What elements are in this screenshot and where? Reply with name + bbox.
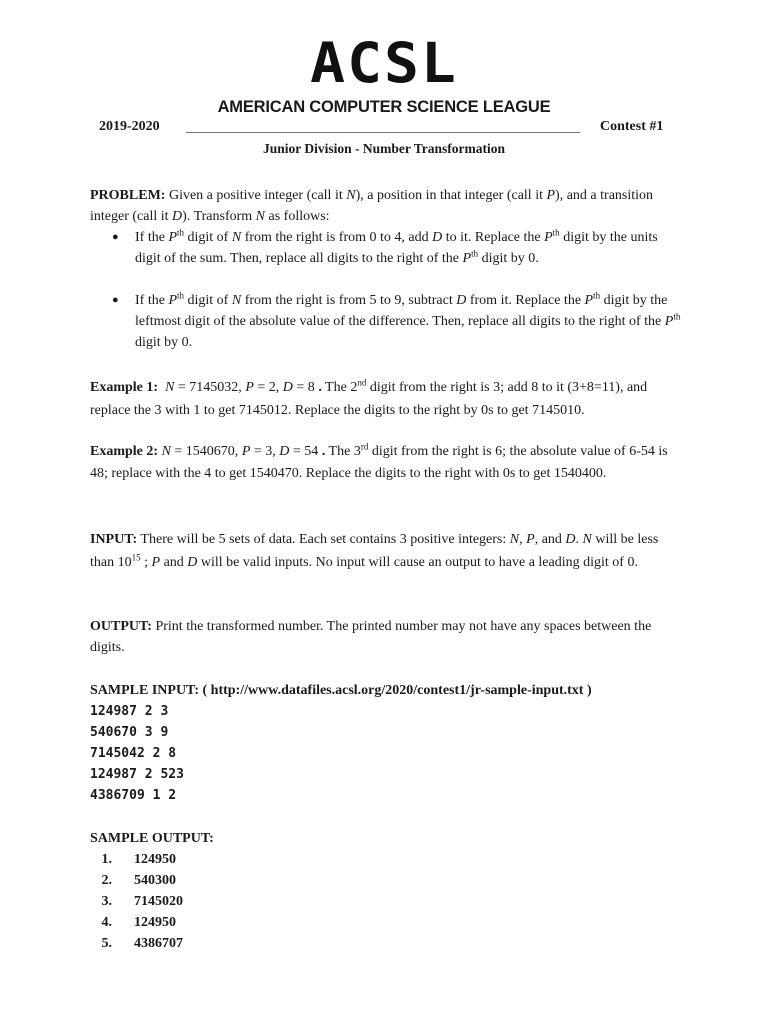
contest-number: Contest #1	[600, 119, 664, 134]
var-d: D	[172, 209, 183, 224]
var-n: N	[161, 444, 171, 459]
list-number: 5.	[101, 936, 112, 951]
output-text: Print the transformed number. The printed number may not have any spaces between the digits.	[90, 619, 652, 655]
var-n: N	[231, 293, 242, 308]
problem-text: as follows:	[265, 209, 330, 224]
rule-text: from the right is from 5 to 9, subtract	[241, 293, 457, 308]
list-number: 1.	[101, 852, 112, 867]
var-d: D	[282, 380, 293, 395]
example-text: The 2	[321, 380, 358, 395]
sup: th	[673, 311, 681, 322]
var-p: P	[168, 293, 177, 308]
header-rule	[186, 132, 580, 133]
rules-list	[90, 227, 682, 353]
rule-text: digit by 0.	[478, 251, 539, 266]
rule-item-subtract	[90, 290, 682, 353]
var-d: D	[187, 555, 198, 570]
example-dot: .	[321, 444, 326, 459]
list-item	[90, 849, 682, 870]
var-d: D	[565, 532, 576, 547]
var-d: D	[279, 444, 290, 459]
sup: nd	[357, 377, 367, 388]
output-value: 124950	[134, 915, 176, 930]
example-text: The 3	[325, 444, 361, 459]
acsl-logo: ACSL	[310, 30, 458, 96]
input-text: ;	[140, 555, 152, 570]
list-item	[90, 912, 682, 933]
list-number: 4.	[101, 915, 112, 930]
sample-input-line: 540670 3 9	[90, 725, 169, 740]
input-text: , and	[534, 532, 566, 547]
output-value: 4386707	[134, 936, 183, 951]
sup: th	[552, 227, 560, 238]
rule-text: digit of	[184, 293, 232, 308]
rule-text: digit by 0.	[135, 335, 193, 350]
input-text: and	[160, 555, 188, 570]
output-value: 7145020	[134, 894, 183, 909]
var-n: N	[165, 380, 175, 395]
division-title: Junior Division - Number Transformation	[262, 141, 506, 156]
problem-text: ), and a transition integer (call it	[90, 188, 654, 224]
var-p: P	[546, 188, 556, 203]
league-title: AMERICAN COMPUTER SCIENCE LEAGUE	[217, 98, 551, 116]
output-label: OUTPUT:	[90, 619, 152, 634]
list-number: 3.	[101, 894, 112, 909]
problem-section	[90, 185, 682, 353]
input-text: will be less than 10	[90, 532, 659, 570]
sample-input-label: SAMPLE INPUT: ( http://www.datafiles.acsl.org/2020/contest1/jr-sample-input.txt )	[90, 683, 592, 698]
example-2	[90, 441, 682, 485]
rule-item-add	[90, 227, 682, 269]
rule-text: If the	[135, 293, 169, 308]
sup: th	[177, 227, 185, 238]
input-text: There will be 5 sets of data. Each set contains 3 positive integers:	[137, 532, 510, 547]
problem-text: Given a positive integer (call it	[165, 188, 347, 203]
var-p: P	[462, 251, 472, 266]
sample-input-line: 124987 2 3	[90, 704, 169, 719]
var-d: D	[432, 230, 443, 245]
sup: th	[177, 290, 185, 301]
header-row	[0, 119, 768, 139]
problem-paragraph	[90, 185, 682, 227]
output-value: 124950	[134, 852, 176, 867]
var-n: N	[346, 188, 356, 203]
var-n: N	[582, 532, 592, 547]
var-p: P	[151, 555, 161, 570]
input-section: INPUT: There will be 5 sets of data. Each set contains 3 positive integers: N, P, and D. N will be less than $10^{15}$ ; P and D will be valid inputs. No input will cause an output to have a leading digit of 0.	[90, 532, 659, 570]
rule-text: digit by the leftmost digit of the absolute value of the difference. Then, replace all digits to the right of the	[135, 293, 668, 329]
problem-label: PROBLEM:	[90, 188, 166, 203]
var-p: P	[245, 380, 254, 395]
sample-output-label: SAMPLE OUTPUT:	[90, 831, 214, 846]
problem-text: ). Transform	[182, 209, 256, 224]
sample-output-list	[90, 849, 682, 954]
var-p: P	[526, 532, 535, 547]
example-text: = 3,	[250, 444, 280, 459]
output-value: 540300	[134, 873, 176, 888]
rule-text: to it. Replace the	[442, 230, 545, 245]
sup: th	[593, 290, 601, 301]
example-1	[90, 376, 682, 422]
var-n: N	[509, 532, 520, 547]
var-p: P	[544, 230, 553, 245]
rule-text: digit of	[184, 230, 232, 245]
var-p: P	[584, 293, 594, 308]
var-p: P	[168, 230, 177, 245]
sample-output-section	[90, 828, 682, 954]
var-p: P	[664, 314, 674, 329]
example-2-label: Example 2:	[90, 444, 159, 459]
example-text: = 1540670,	[170, 444, 242, 459]
sample-input-section	[90, 680, 682, 806]
list-item	[90, 891, 682, 912]
sup: rd	[360, 441, 369, 452]
exponent: 15	[131, 552, 141, 563]
example-text: digit from the right is 6; the absolute value of 6-54 is 48; replace with the 4 to get 1540470. Replace the digits to the right with 0s to get 1540400.	[90, 444, 668, 481]
list-item	[90, 870, 682, 891]
rule-text: from it. Replace the	[466, 293, 585, 308]
sample-input-line: 124987 2 523	[90, 767, 184, 782]
contest-year: 2019-2020	[99, 119, 160, 134]
list-number: 2.	[101, 873, 112, 888]
rule-text: digit by the units digit of the sum. Then, replace all digits to the right of the	[135, 230, 658, 266]
example-text: = 2,	[253, 380, 283, 395]
sup: th	[471, 248, 479, 259]
input-text: will be valid inputs. No input will cause an output to have a leading digit of 0.	[197, 555, 638, 570]
output-section	[90, 616, 682, 658]
var-p: P	[241, 444, 251, 459]
var-d: D	[456, 293, 467, 308]
var-n: N	[231, 230, 242, 245]
example-dot: .	[318, 380, 322, 395]
example-text: = 7145032,	[174, 380, 246, 395]
example-text: = 8	[292, 380, 319, 395]
input-label: INPUT:	[90, 532, 138, 547]
var-n: N	[255, 209, 266, 224]
list-item	[90, 933, 682, 954]
sample-input-line: 7145042 2 8	[90, 746, 177, 761]
rule-text: from the right is from 0 to 4, add	[241, 230, 433, 245]
problem-text: ), a position in that integer (call it	[355, 188, 547, 203]
example-text: digit from the right is 3; add 8 to it (3+8=11), and replace the 3 with 1 to get 7145012. Replace the digits to the right by 0s to get 7145010.	[90, 380, 648, 418]
example-text: = 54	[289, 444, 322, 459]
rule-text: If the	[135, 230, 169, 245]
sample-input-line: 4386709 1 2	[90, 788, 177, 803]
example-1-label: Example 1:	[90, 380, 159, 395]
